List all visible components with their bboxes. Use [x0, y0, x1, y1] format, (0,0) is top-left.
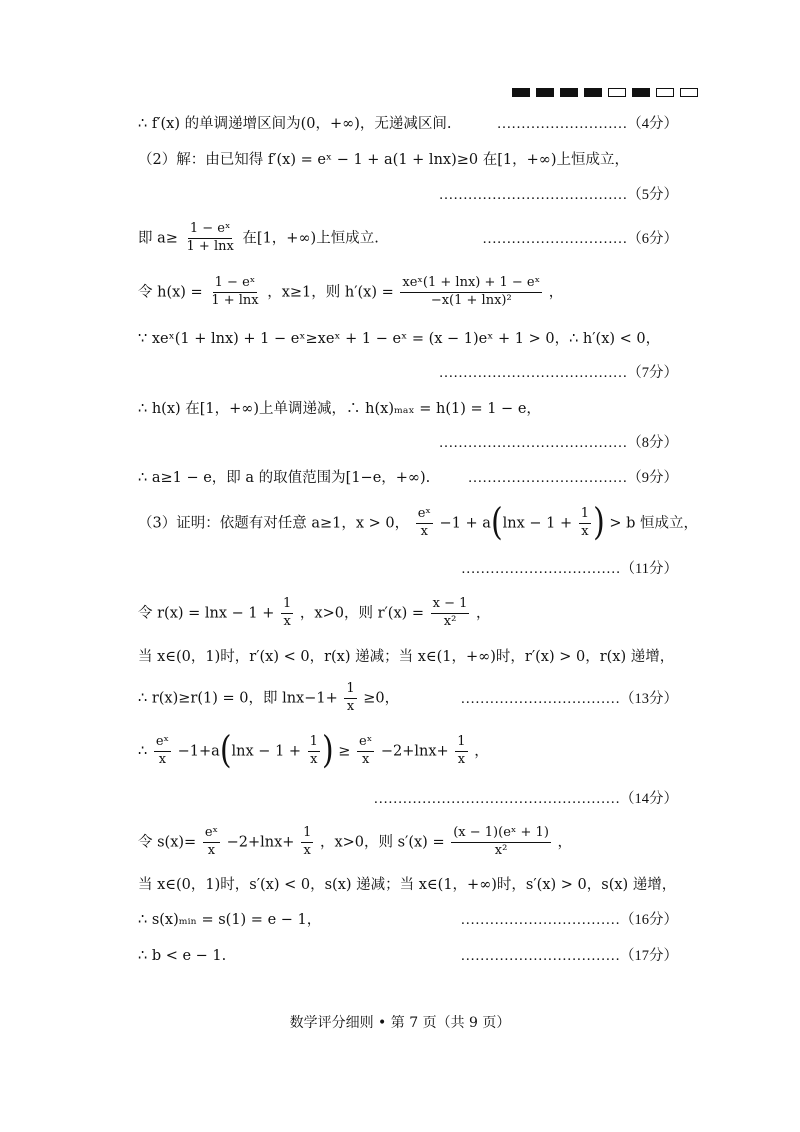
- fraction: [281, 597, 293, 630]
- score-17: ……………………………（17分）: [460, 948, 678, 964]
- line-12-pre: ∴: [138, 743, 148, 760]
- numerator: 1 − eˣ: [213, 276, 258, 293]
- line-8: [138, 500, 699, 545]
- corner-mark-filled: [584, 88, 602, 97]
- line-13-post: ，: [557, 834, 573, 851]
- fraction: [451, 826, 551, 859]
- line-9-pre: 令 r(x) = lnx − 1 +: [138, 605, 275, 622]
- right-paren: ): [321, 728, 334, 773]
- fraction: [185, 222, 236, 255]
- numerator: (x − 1)(eˣ + 1): [451, 826, 551, 843]
- line-13-mid: −2+lnx+: [226, 834, 295, 851]
- fraction: [209, 276, 260, 309]
- numerator: x − 1: [431, 597, 470, 614]
- line-2: （2）解：由已知得 f′(x) = eˣ − 1 + a(1 + lnx)≥0 在[1，+∞)上恒成立，: [138, 152, 629, 168]
- denominator: x: [581, 523, 589, 539]
- line-5: ∵ xeˣ(1 + lnx) + 1 − eˣ≥xeˣ + 1 − eˣ = (x − 1)eˣ + 1 > 0，∴ h′(x) < 0，: [138, 331, 661, 347]
- line-9-post: ，: [476, 605, 491, 622]
- line-11: [138, 682, 399, 715]
- score-14: ……………………………………………（14分）: [373, 791, 678, 807]
- numerator: 1: [308, 735, 320, 752]
- denominator: x: [158, 751, 167, 767]
- line-4-pre: 令 h(x) =: [138, 284, 203, 301]
- denominator: x²: [443, 613, 457, 629]
- line-14: 当 x∈(0，1)时，s′(x) < 0，s(x) 递减；当 x∈(1，+∞)时，s′(x) > 0，s(x) 递增，: [138, 877, 677, 893]
- line-15: ∴ s(x)ₘᵢₙ = s(1) = e − 1，: [138, 912, 322, 928]
- denominator: x: [310, 751, 318, 767]
- line-12: [138, 728, 489, 773]
- numerator: 1: [455, 735, 467, 752]
- line-12-geq: ≥: [338, 743, 351, 760]
- corner-mark-filled: [632, 88, 650, 97]
- corner-mark-filled: [536, 88, 554, 97]
- score-4: ………………………（4分）: [496, 116, 678, 132]
- page-footer: 数学评分细则 • 第 7 页（共 9 页）: [289, 1015, 511, 1031]
- fraction: [344, 682, 356, 715]
- score-9: ……………………………（9分）: [467, 470, 678, 486]
- line-3: [138, 222, 379, 255]
- score-6: …………………………（6分）: [482, 231, 678, 247]
- denominator: 1 + lnx: [211, 292, 259, 308]
- denominator: x: [346, 698, 355, 714]
- line-4-mid: ，x≥1，则 h′(x) =: [267, 284, 394, 301]
- line-3-pre: 即 a≥: [138, 230, 178, 247]
- right-paren: ): [593, 500, 605, 545]
- line-4-post: ，: [548, 284, 564, 301]
- numerator: 1 − eˣ: [188, 222, 233, 239]
- denominator: 1 + lnx: [186, 238, 234, 254]
- line-7: ∴ a≥1 − e，即 a 的取值范围为[1−e，+∞).: [138, 470, 431, 486]
- denominator: x: [207, 842, 216, 858]
- denominator: x: [420, 523, 428, 539]
- score-5: …………………………………（5分）: [438, 187, 678, 203]
- line-8-mid: −1 + a: [439, 515, 491, 532]
- fraction: [154, 735, 171, 768]
- denominator: x: [457, 751, 466, 767]
- numerator: eˣ: [416, 507, 433, 524]
- numerator: eˣ: [357, 735, 374, 752]
- score-13: ……………………………（13分）: [460, 691, 678, 707]
- numerator: 1: [344, 682, 356, 699]
- line-6: ∴ h(x) 在[1，+∞)上单调递减，∴ h(x)ₘₐₓ = h(1) = 1 − e，: [138, 401, 541, 417]
- corner-mark-empty: [656, 88, 674, 97]
- fraction: [579, 507, 591, 540]
- numerator: 1: [579, 507, 591, 524]
- corner-mark-filled: [512, 88, 530, 97]
- numerator: xeˣ(1 + lnx) + 1 − eˣ: [400, 276, 542, 293]
- corner-mark-filled: [560, 88, 578, 97]
- denominator: x: [361, 751, 370, 767]
- denominator: x²: [494, 842, 508, 858]
- line-1: ∴ f′(x) 的单调递增区间为(0，+∞)，无递减区间.: [138, 116, 452, 132]
- fraction: [203, 826, 220, 859]
- numerator: eˣ: [203, 826, 220, 843]
- line-8-pre: （3）证明：依题有对任意 a≥1，x > 0，: [138, 515, 410, 532]
- line-4: [138, 276, 563, 309]
- line-13-mid2: ，x>0，则 s′(x) =: [319, 834, 445, 851]
- line-12-post: ，: [474, 743, 489, 760]
- line-13-pre: 令 s(x)=: [138, 834, 197, 851]
- fraction: [308, 735, 320, 768]
- score-7: …………………………………（7分）: [438, 365, 678, 381]
- fraction: [357, 735, 374, 768]
- line-3-post: 在[1，+∞)上恒成立.: [242, 230, 379, 247]
- corner-marks: [512, 88, 698, 97]
- line-12-mid3: −2+lnx+: [380, 743, 449, 760]
- fraction: [301, 826, 313, 859]
- line-8-post: > b 恒成立，: [609, 515, 699, 532]
- denominator: x: [303, 842, 311, 858]
- line-12-inner: lnx − 1 +: [231, 743, 302, 760]
- line-13: [138, 826, 572, 859]
- denominator: −x(1 + lnx)²: [430, 292, 512, 308]
- numerator: 1: [281, 597, 293, 614]
- fraction: [431, 597, 470, 630]
- line-10: 当 x∈(0，1)时，r′(x) < 0，r(x) 递减；当 x∈(1，+∞)时，r′(x) > 0，r(x) 递增，: [138, 649, 675, 665]
- line-9-mid: ，x>0，则 r′(x) =: [299, 605, 425, 622]
- left-paren: (: [490, 500, 503, 545]
- corner-mark-empty: [608, 88, 626, 97]
- denominator: x: [283, 613, 291, 629]
- score-16: ……………………………（16分）: [460, 912, 678, 928]
- line-12-mid: −1+a: [177, 743, 220, 760]
- line-9: [138, 597, 491, 630]
- line-16: ∴ b < e − 1.: [138, 948, 227, 964]
- score-11: ……………………………（11分）: [461, 561, 678, 577]
- line-11-post: ≥0，: [363, 690, 400, 707]
- line-8-inner: lnx − 1 +: [502, 515, 573, 532]
- numerator: 1: [301, 826, 313, 843]
- fraction: [400, 276, 542, 309]
- line-11-pre: ∴ r(x)≥r(1) = 0，即 lnx−1+: [138, 690, 338, 707]
- fraction: [455, 735, 467, 768]
- numerator: eˣ: [154, 735, 171, 752]
- left-paren: (: [219, 728, 232, 773]
- fraction: [416, 507, 433, 540]
- corner-mark-empty: [680, 88, 698, 97]
- score-8: …………………………………（8分）: [438, 435, 678, 451]
